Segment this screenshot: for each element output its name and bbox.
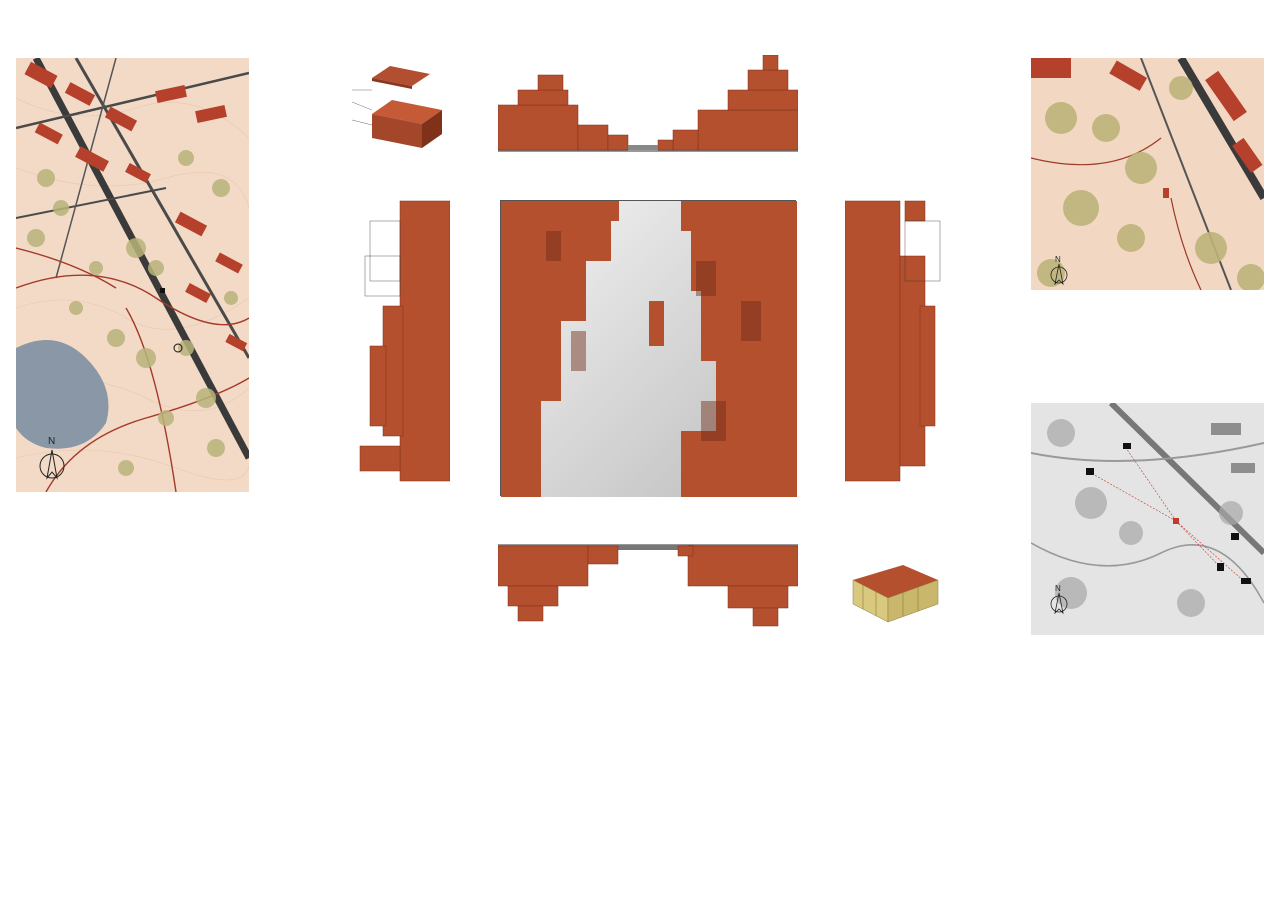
- proximity-north-icon: [1049, 583, 1069, 615]
- plan-top-dimensions: [498, 183, 798, 195]
- plan-view: [500, 200, 796, 496]
- general-plan-map: [1031, 58, 1264, 290]
- situation-plan-map: [16, 58, 249, 492]
- axonometric-row: [0, 656, 1280, 903]
- pavilion-description: [16, 506, 249, 510]
- proximity-map: [1031, 403, 1264, 635]
- general-plan-north-icon: [1049, 254, 1069, 286]
- facade-nw-drawing: [498, 55, 798, 155]
- svg-text:N: N: [48, 436, 56, 447]
- north-arrow-icon: [38, 434, 66, 482]
- formwork-drawing: [843, 540, 943, 630]
- facade-ne-drawing: [498, 543, 798, 633]
- block-layers-diagram: [312, 60, 462, 160]
- svg-text:N: N: [1055, 584, 1061, 593]
- plan-right-dimensions: [806, 200, 816, 496]
- facade-sw-drawing: [355, 196, 450, 488]
- svg-text:N: N: [1055, 255, 1061, 264]
- zemlebit-description: [312, 508, 489, 512]
- facade-se-drawing: [845, 196, 945, 488]
